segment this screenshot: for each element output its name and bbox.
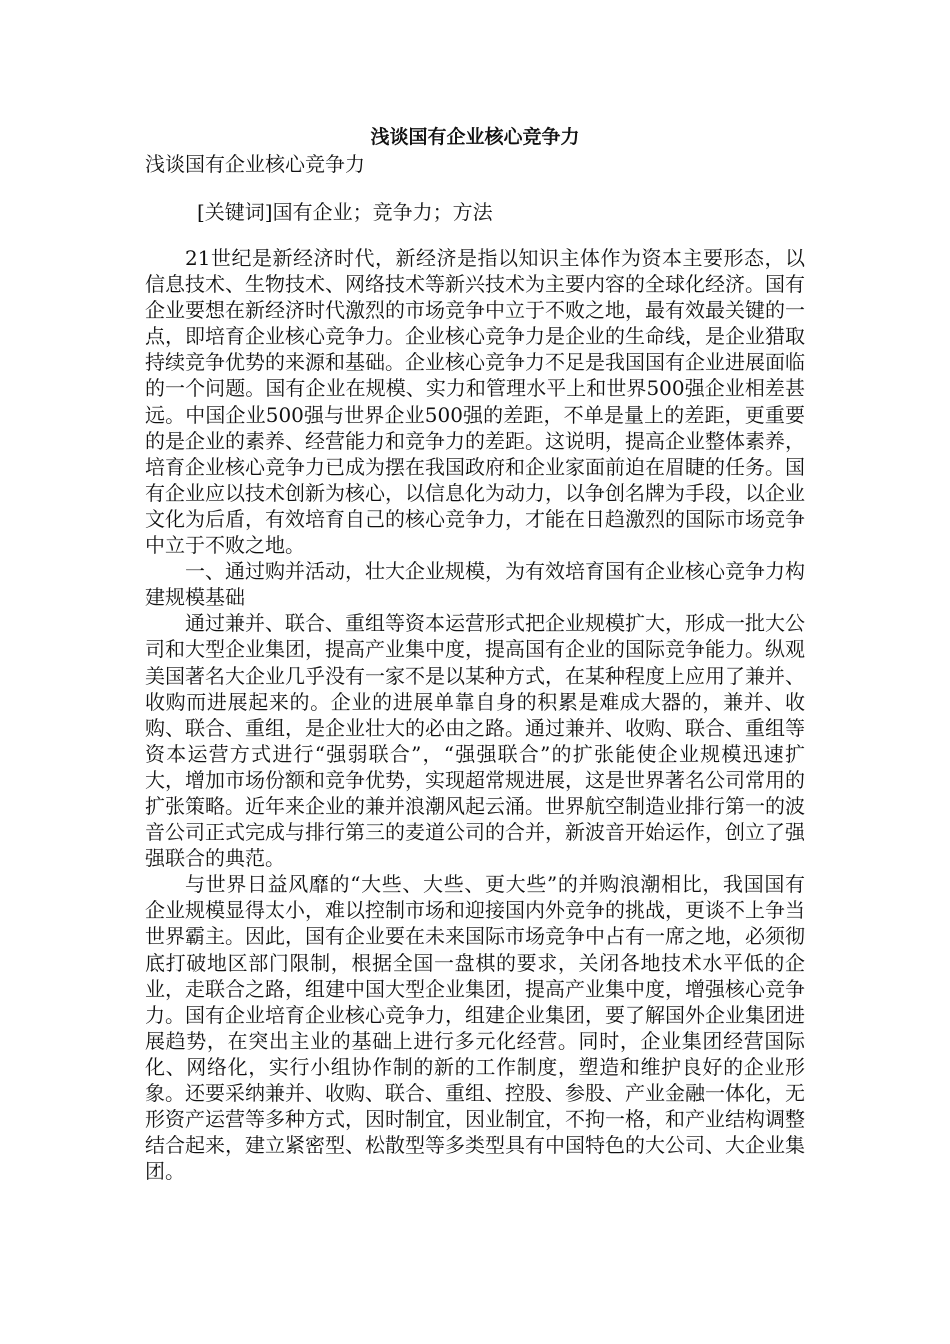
- document-subtitle: 浅谈国有企业核心竞争力: [145, 152, 365, 176]
- document-body: [145, 245, 805, 1184]
- paragraph-mergers: 通过兼并、联合、重组等资本运营形式把企业规模扩大，形成一批大公司和大型企业集团，提高产业集中度，提高国有企业的国际竞争能力。纵观美国著名大企业几乎没有一家不是以某种方式，在某种程度上应用了兼并、收购而进展起来的。企业的进展单靠自身的积累是难成大器的，兼并、收购、联合、重组，是企业壮大的必由之路。通过兼并、收购、联合、重组等资本运营方式进行“强弱联合”，“强强联合”的扩张能使企业规模迅速扩大，增加市场份额和竞争优势，实现超常规进展，这是世界著名公司常用的扩张策略。近年来企业的兼并浪潮风起云涌。世界航空制造业排行第一的波音公司正式完成与排行第三的麦道公司的合并，新波音开始运作，创立了强强联合的典范。: [145, 611, 805, 871]
- document-title: 浅谈国有企业核心竞争力: [370, 126, 580, 148]
- keywords-line: [关键词]国有企业；竞争力；方法: [197, 200, 493, 224]
- paragraph-intro: 21世纪是新经济时代，新经济是指以知识主体作为资本主要形态，以信息技术、生物技术、网络技术等新兴技术为主要内容的全球化经济。国有企业要想在新经济时代激烈的市场竞争中立于不败之地，最有效最关键的一点，即培育企业核心竞争力。企业核心竞争力是企业的生命线，是企业猎取持续竞争优势的来源和基础。企业核心竞争力不足是我国国有企业进展面临的一个问题。国有企业在规模、实力和管理水平上和世界500强企业相差甚远。中国企业500强与世界企业500强的差距，不单是量上的差距，更重要的是企业的素养、经营能力和竞争力的差距。这说明，提高企业整体素养，培育企业核心竞争力已成为摆在我国政府和企业家面前迫在眉睫的任务。国有企业应以技术创新为核心，以信息化为动力，以争创名牌为手段，以企业文化为后盾，有效培育自己的核心竞争力，才能在日趋激烈的国际市场竞争中立于不败之地。: [145, 246, 805, 558]
- paragraph-enterprise-groups: 与世界日益风靡的“大些、大些、更大些”的并购浪潮相比，我国国有企业规模显得太小，难以控制市场和迎接国内外竞争的挑战，更谈不上争当世界霸主。因此，国有企业要在未来国际市场竞争中占有一席之地，必须彻底打破地区部门限制，根据全国一盘棋的要求，关闭各地技术水平低的企业，走联合之路，组建中国大型企业集团，提高产业集中度，增强核心竞争力。国有企业培育企业核心竞争力，组建企业集团，要了解国外企业集团进展趋势，在突出主业的基础上进行多元化经营。同时，企业集团经营国际化、网络化，实行小组协作制的新的工作制度，塑造和维护良好的企业形象。还要采纳兼并、收购、联合、重组、控股、参股、产业金融一体化，无形资产运营等多种方式，因时制宜，因业制宜，不拘一格，和产业结构调整结合起来，建立紧密型、松散型等多类型具有中国特色的大公司、大企业集团。: [145, 872, 805, 1184]
- section-heading-1: 一、通过购并活动，壮大企业规模，为有效培育国有企业核心竞争力构建规模基础: [145, 559, 805, 610]
